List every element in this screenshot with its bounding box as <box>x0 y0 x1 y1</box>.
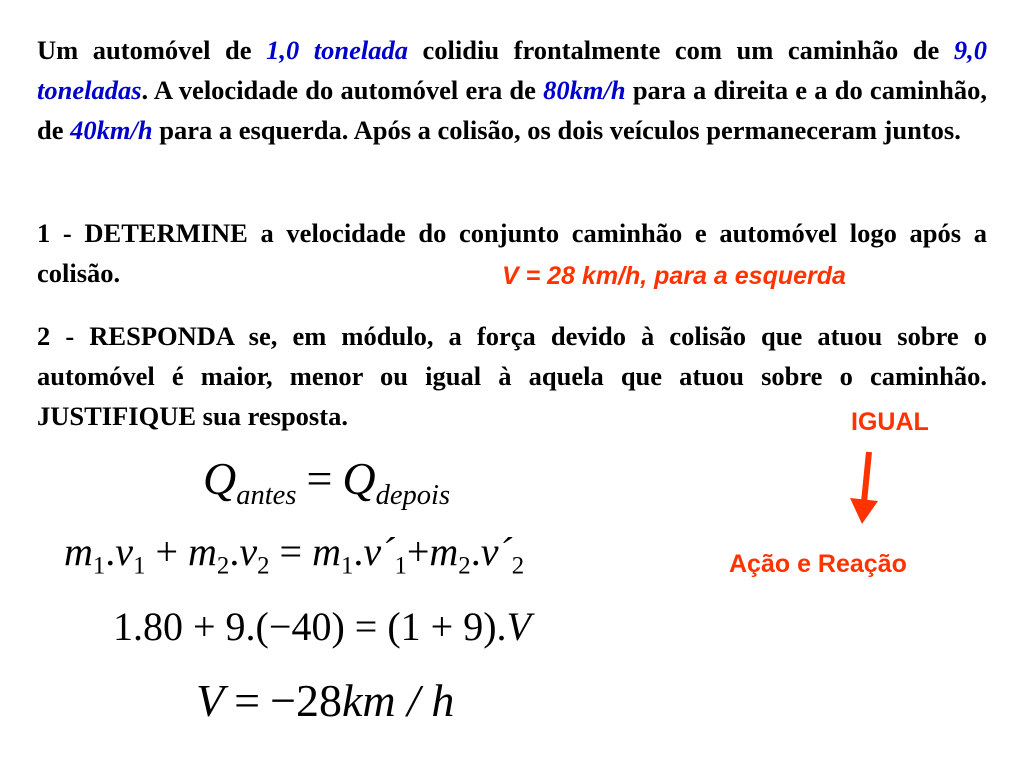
intro-text-1: Um automóvel de <box>37 35 267 65</box>
car-mass: 1,0 tonelada <box>266 35 408 65</box>
intro-text-2: colidiu frontalmente com um caminhão de <box>407 35 954 65</box>
intro-text-5: para a esquerda. Após a colisão, os dois veículos permaneceram juntos. <box>152 115 961 145</box>
momentum-expanded-equation: $m_1.v_1 + m_2.v_2$ = $m_1.v´_1+m_2.v´_2$ <box>64 529 525 580</box>
intro-text-4: para a direita e a do caminhão, de <box>37 75 987 145</box>
answer-1: V = 28 km/h, para a esquerda <box>502 262 846 290</box>
momentum-conservation-equation: $Q_{antes} = Q_{depois}$ <box>203 453 451 511</box>
action-reaction-note: Ação e Reação <box>729 550 907 578</box>
down-arrow-icon <box>842 450 882 526</box>
problem-statement <box>37 30 987 150</box>
answer-2: IGUAL <box>851 408 929 436</box>
intro-text-3: . A velocidade do automóvel era de <box>141 75 544 105</box>
truck-speed: 40km/h <box>70 115 153 145</box>
question-1: 1 - DETERMINE a velocidade do conjunto caminhão e automóvel logo após a colisão. <box>37 218 987 288</box>
final-velocity-equation: V = −28km / h <box>196 675 455 726</box>
car-speed: 80km/h <box>543 75 626 105</box>
truck-mass: 9,0 toneladas <box>37 35 987 105</box>
question-2: 2 - RESPONDA se, em módulo, a força devido à colisão que atuou sobre o automóvel é maior, menor ou igual à aquela que atuou sobre o caminhão. JUSTIFIQUE sua resposta. <box>37 321 987 431</box>
numeric-substitution-equation: 1.80 + 9.(−40) = (1 + 9).V <box>113 604 531 649</box>
